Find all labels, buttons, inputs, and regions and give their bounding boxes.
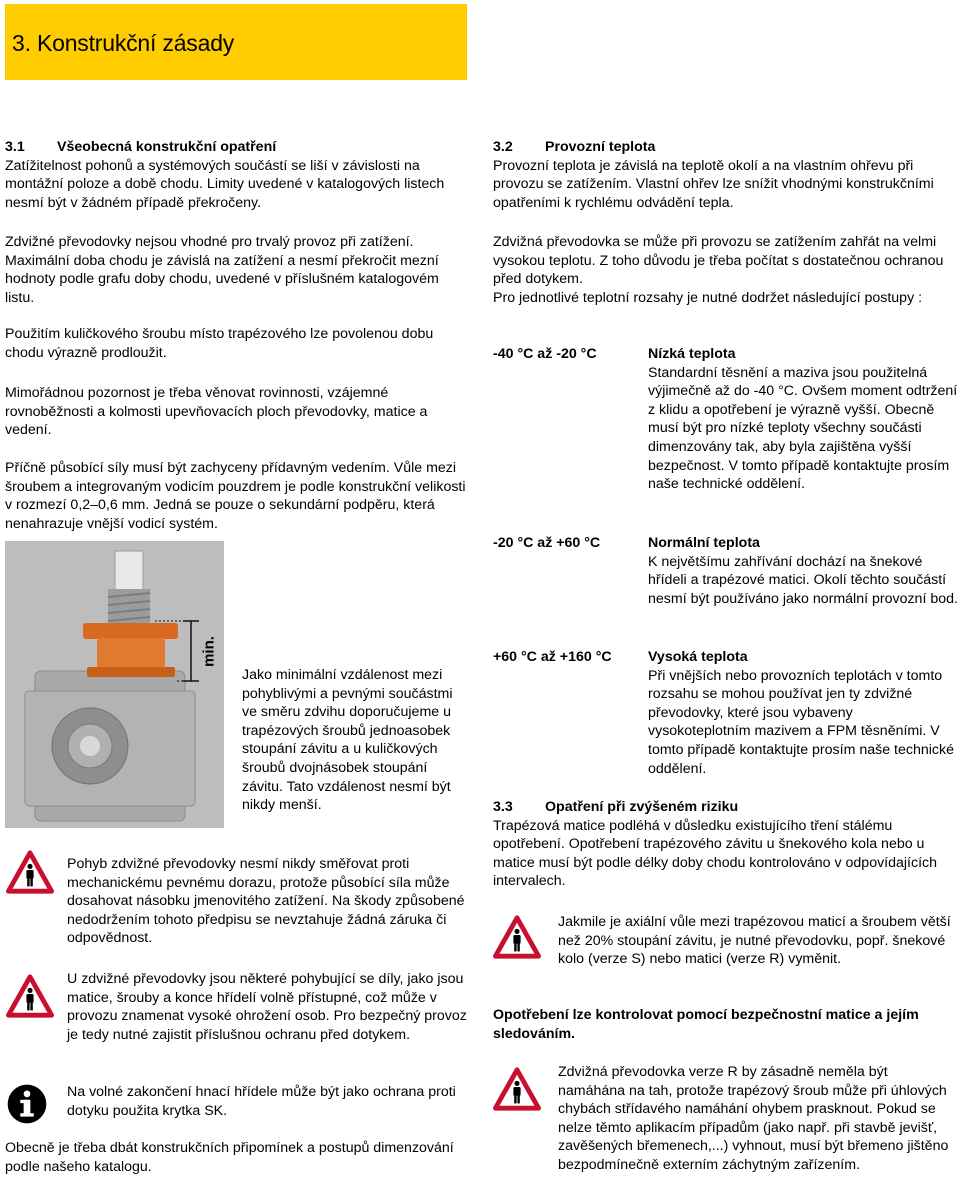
section-header (5, 4, 467, 80)
warning-text: U zdvižné převodovky jsou některé pohybující se díly, jako jsou matice, šrouby a konce hřídelí volně přístupné, což může v provozu znamenat vysoké ohrožení osob. Pro bezpečný provoz je tedy nutné zajistit příslušnou ochranu před dotykem. (67, 971, 467, 1043)
temperature-text: Standardní těsnění a maziva jsou použitelná výjimečně až do -40 °C. Ovšem moment odtržení z klidu a opotřebení je výrazně vyšší. Obecně musí být pro nízké teploty všechny součásti dimenzovány tak, aby byla zajištěna vyšší bezpečnost. V tomto případě kontaktujte prosím naše technické oddělení. (648, 364, 958, 493)
warning-text: Pohyb zdvižné převodovky nesmí nikdy směřovat proti mechanickému pevnému dorazu, protože působící síla může dosahovat násobku jmenovitého zatížení. Na škody způsobené nedodržením tohoto předpisu se nevztahuje žádná záruka či odpovědnost. (67, 856, 465, 947)
section-3-2 (493, 138, 958, 212)
temperature-text: K největšímu zahřívání dochází na šnekové hřídeli a trapézové matici. Okolí těchto součástí nesmí být používáno jako normální provozní bod. (648, 553, 958, 607)
section-title: Všeobecná konstrukční opatření (57, 139, 277, 155)
paragraph: Zdvižné převodovky nejsou vhodné pro trvalý provoz při zatížení. Maximální doba chodu je závislá na zatížení a nesmí překročit mezní hodnoty podle grafu doby chodu, uvedené v příslušném katalogovém listu. (5, 234, 439, 306)
section-3-2-heading (493, 138, 958, 157)
section-3-3-heading (493, 798, 958, 817)
temperature-range: -20 °C až +60 °C (493, 535, 601, 551)
temperature-description (648, 534, 958, 608)
section-title: Opatření při zvýšeném riziku (545, 799, 739, 815)
temperature-title: Normální teplota (648, 535, 760, 551)
paragraph: Použitím kuličkového šroubu místo trapézového lze povolenou dobu chodu výrazně prodloužit. (5, 326, 434, 361)
temperature-description (648, 648, 958, 778)
section-3-1 (5, 138, 467, 212)
paragraph: Zatížitelnost pohonů a systémových součástí se liší v závislosti na montážní poloze a době chodu. Limity uvedené v katalogových listech nesmí být v žádném případě překročeny. (5, 157, 445, 211)
page-title: 3. Konstrukční zásady (12, 30, 235, 56)
section-number: 3.2 (493, 139, 513, 155)
min-label-wrap (199, 623, 219, 683)
temperature-title: Vysoká teplota (648, 649, 748, 665)
gearbox-figure (5, 541, 224, 828)
info-text: Na volné zakončení hnací hřídele může být jako ochrana proti dotyku použita krytka SK. (67, 1084, 456, 1119)
section-3-1-heading (5, 138, 467, 157)
paragraph: Provozní teplota je závislá na teplotě okolí a na vlastním ohřevu při provozu se zatížením. Vlastní ohřev lze snížit vhodnými konstrukčními opatřeními k rychlému odvádění tepla. (493, 157, 934, 211)
paragraph: Obecně je třeba dbát konstrukčních připomínek a postupů dimenzování podle našeho katalogu. (5, 1140, 454, 1175)
paragraph: Pro jednotlivé teplotní rozsahy je nutné dodržet následující postupy : (493, 290, 923, 306)
bold-note: Opotřebení lze kontrolovat pomocí bezpečnostní matice a jejím sledováním. (493, 1007, 919, 1042)
section-number: 3.3 (493, 799, 513, 815)
figure-caption: Jako minimální vzdálenost mezi pohyblivými a pevnými součástmi ve směru zdvihu doporučujeme u trapézových šroubů jednoasobek stoupání závitu a u kuličkových šroubů dvojnásobek stoupání závitu. Tato vzdálenost nesmí být nikdy menší. (242, 667, 453, 814)
warning-text: Zdvižná převodovka verze R by zásadně neměla být namáhána na tah, protože trapézový šroub může při úhlových chybách střídavého namáhání ohybem prasknout. Pokud se nelze těmto aplikacím případům (jako např. při stavbě jevišť, zavěšených břemenech,...) vyhnout, musí být břemeno jištěno bezpodmínečně externím záchytným zařízením. (558, 1064, 949, 1173)
warning-person-icon (493, 915, 541, 959)
temperature-title: Nízká teplota (648, 346, 736, 362)
temperature-range: +60 °C až +160 °C (493, 649, 612, 665)
paragraph: Trapézová matice podléhá v důsledku existujícího tření stálému opotřebení. Opotřebení trapézového závitu u šnekového kola nebo u matice musí být podle délky doby chodu kontrolováno v odpovídajících intervalech. (493, 817, 938, 890)
warning-person-icon (493, 1067, 541, 1111)
warning-person-icon (6, 850, 54, 894)
temperature-description (648, 345, 958, 494)
temperature-text: Při vnějších nebo provozních teplotách v tomto rozsahu se mohou používat jen ty zdvižné převodovky, které jsou vybaveny vysokoteplotním mazivem a FPM těsněními. V tomto případě kontaktujte prosím naše technické oddělení. (648, 667, 954, 777)
gearbox-drawing (5, 541, 224, 828)
min-label: min. (200, 636, 218, 667)
warning-person-icon (6, 974, 54, 1018)
section-number: 3.1 (5, 139, 25, 155)
info-icon (6, 1083, 48, 1125)
temperature-range: -40 °C až -20 °C (493, 346, 597, 362)
warning-text: Jakmile je axiální vůle mezi trapézovou maticí a šroubem větší než 20% stoupání závitu, je nutné převodovku, popř. šnekové kolo (verze S) nebo matici (verze R) vyměnit. (558, 914, 951, 968)
paragraph: Příčně působící síly musí být zachyceny přídavným vedením. Vůle mezi šroubem a integrovaným vodicím pouzdrem je podle konstrukční velikosti v rozmezí 0,2–0,6 mm. Jedná se pouze o sekundární podpěru, která nenahrazuje vnější vodicí systém. (5, 460, 466, 532)
section-title: Provozní teplota (545, 139, 656, 155)
paragraph: Zdvižná převodovka se může při provozu se zatížením zahřát na velmi vysokou teplotu. Z toho důvodu je třeba počítat s dostatečnou ochranou před dotykem. (493, 234, 944, 288)
section-3-3 (493, 798, 958, 891)
paragraph: Mimořádnou pozornost je třeba věnovat rovinnosti, vzájemné rovnoběžnosti a kolmosti upevňovacích ploch převodovky, matice a vedení. (5, 385, 428, 439)
